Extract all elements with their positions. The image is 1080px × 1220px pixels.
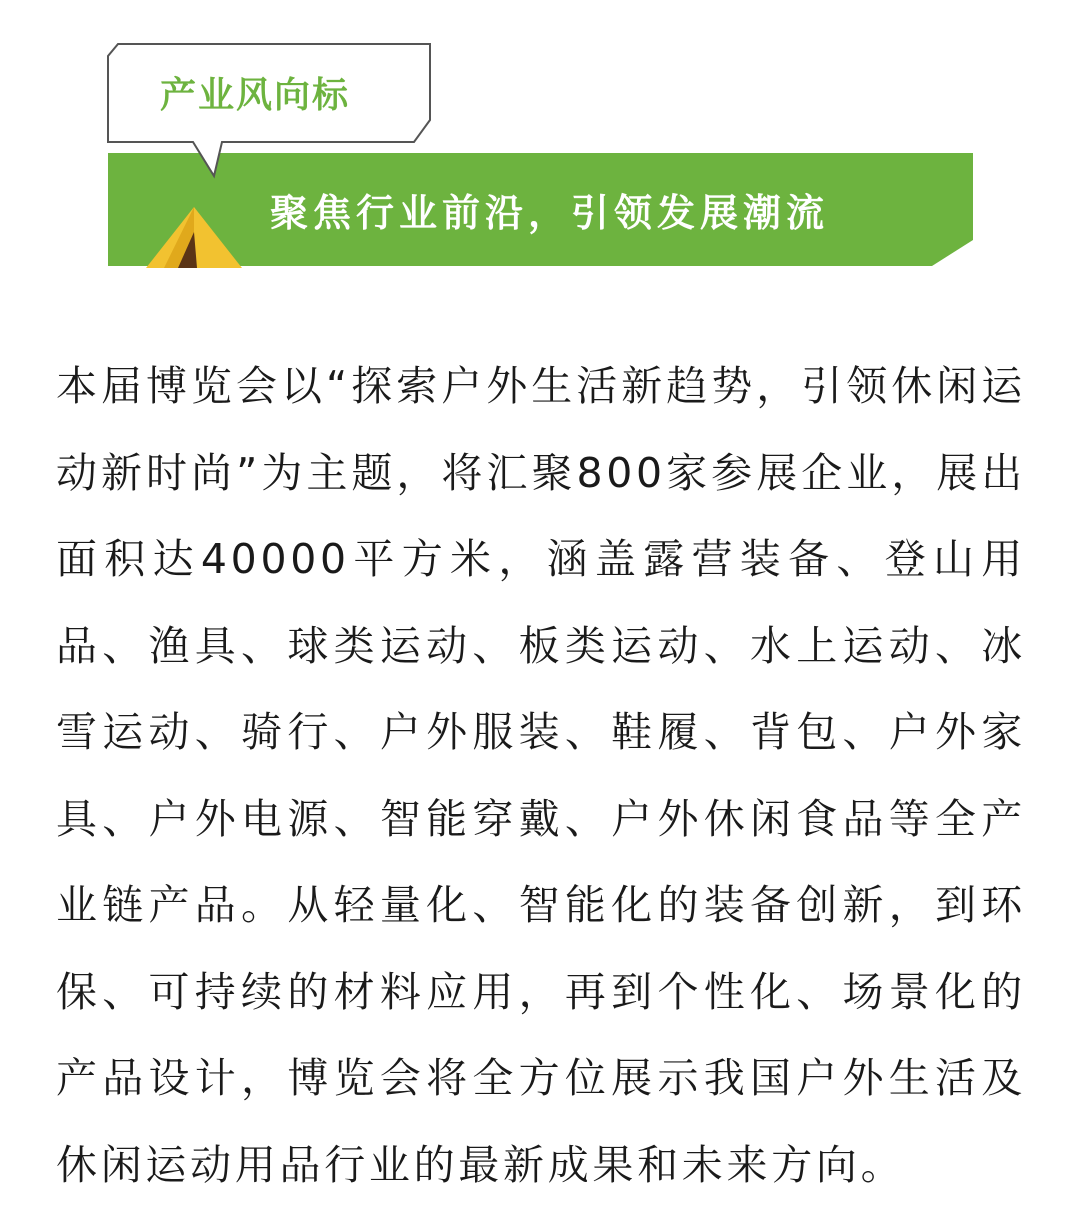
section-header: [0, 0, 1080, 300]
header-graphic: [0, 0, 1080, 300]
tag-label: 产业风向标: [160, 75, 351, 116]
banner-title: 聚焦行业前沿，引领发展潮流: [270, 191, 830, 235]
article-paragraph: 本届博览会以“探索户外生活新趋势，引领休闲运动新时尚”为主题，将汇聚800家参展企业，展出面积达40000平方米，涵盖露营装备、登山用品、渔具、球类运动、板类运动、水上运动、冰雪运动、骑行、户外服装、鞋履、背包、户外家具、户外电源、智能穿戴、户外休闲食品等全产业链产品。从轻量化、智能化的装备创新，到环保、可持续的材料应用，再到个性化、场景化的产品设计，博览会将全方位展示我国户外生活及休闲运动用品行业的最新成果和未来方向。: [56, 362, 1026, 1189]
